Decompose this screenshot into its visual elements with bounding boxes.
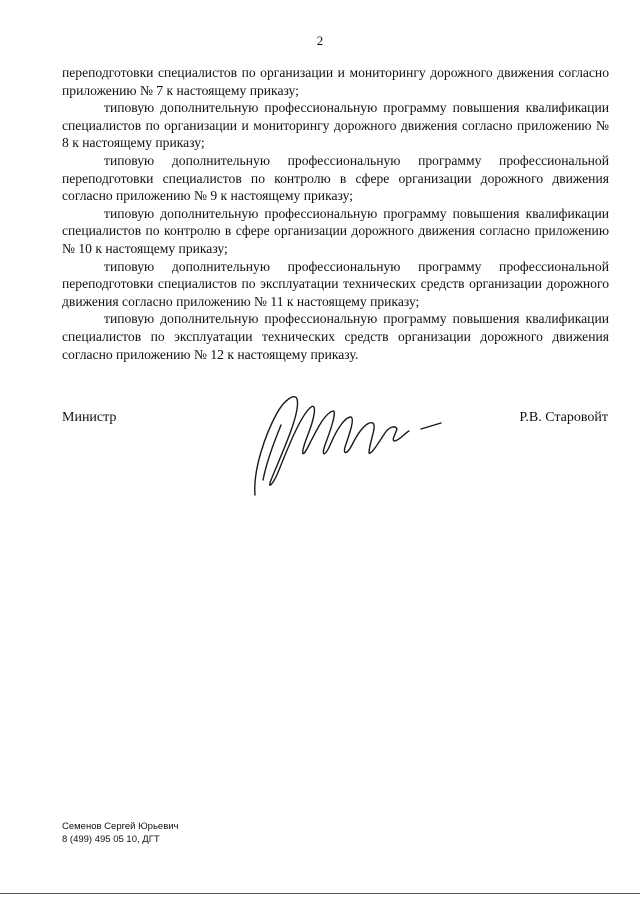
paragraph: типовую дополнительную профессиональную программу повышения квалификации специалистов по эксплуатации технических средств организации дорожного движения согласно приложению № 12 к настоящему приказу. — [62, 311, 609, 362]
paragraph: типовую дополнительную профессиональную программу повышения квалификации специалистов по контролю в сфере организации дорожного движения согласно приложению № 10 к настоящему приказу; — [62, 205, 609, 256]
paragraph: типовую дополнительную профессиональную программу профессиональной переподготовки специалистов по контролю в сфере организации дорожного движения согласно приложению № 9 к настоящему приказу; — [62, 152, 609, 204]
handwritten-signature — [245, 385, 445, 500]
page-number: 2 — [316, 33, 324, 48]
paragraph: типовую дополнительную профессиональную программу повышения квалификации специалистов по организации и мониторингу дорожного движения согласно приложению № 8 к настоящему приказу; — [62, 100, 609, 151]
signatory-name: Р.В. Старовойт — [519, 410, 608, 425]
document-body — [62, 64, 609, 363]
paragraph: переподготовки специалистов по организации и мониторингу дорожного движения согласно приложению № 7 к настоящему приказу; — [62, 65, 609, 98]
scan-edge-line — [0, 893, 640, 894]
executor-contact: 8 (499) 495 05 10, ДГТ — [62, 834, 160, 845]
signatory-position: Министр — [62, 410, 117, 425]
executor-info — [62, 820, 179, 846]
paragraph: типовую дополнительную профессиональную программу профессиональной переподготовки специалистов по эксплуатации технических средств организации дорожного движения согласно приложению № 11 к настоящему приказу; — [62, 258, 609, 309]
executor-name: Семенов Сергей Юрьевич — [62, 821, 179, 832]
